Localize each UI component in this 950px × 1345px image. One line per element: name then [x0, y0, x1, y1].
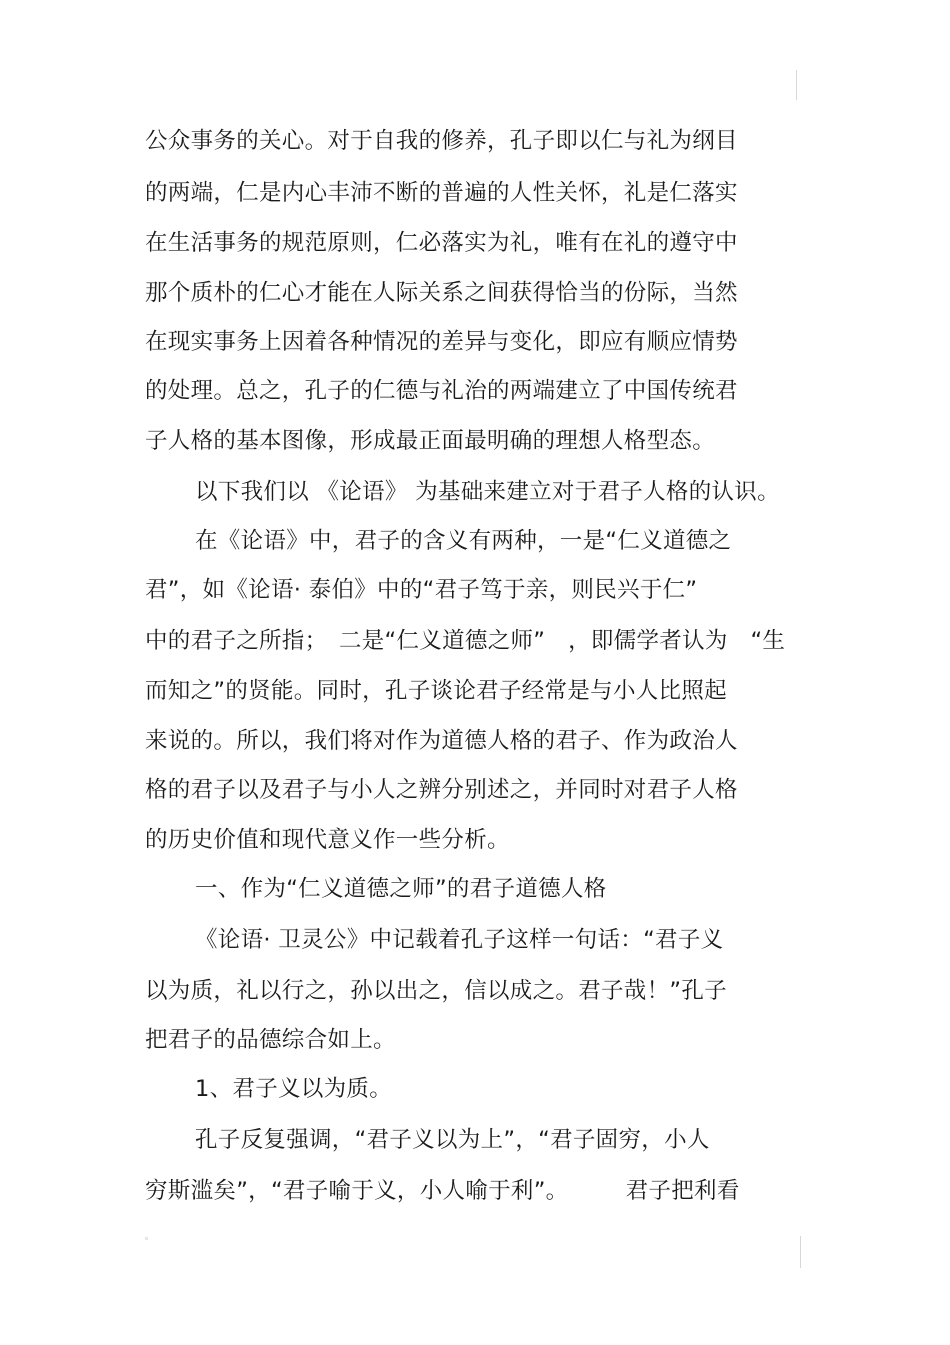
text-line-13: 来说的。所以，我们将对作为道德人格的君子、作为政治人 — [145, 728, 738, 754]
text-line-6: 的处理。总之，孔子的仁德与礼治的两端建立了中国传统君 — [145, 378, 738, 404]
subsection-heading-1: 1、君子义以为质。 — [195, 1076, 393, 1102]
text-line-2: 的两端，仁是内心丰沛不断的普遍的人性关怀，礼是仁落实 — [145, 180, 738, 206]
page-corner-mark — [145, 1237, 148, 1240]
text-line-11: 中的君子之所指； 二是“仁义道德之师” ，即儒学者认为 “生 — [145, 628, 786, 654]
paragraph-line-8: 以下我们以 《论语》 为基础来建立对于君子人格的认识。 — [195, 479, 780, 505]
text-line-10: 君”，如《论语· 泰伯》中的“君子笃于亲，则民兴于仁” — [145, 577, 698, 603]
page-margin-mark-top — [796, 70, 797, 100]
text-line-4: 那个质朴的仁心才能在人际关系之间获得恰当的份际，当然 — [145, 280, 738, 306]
text-line-7: 子人格的基本图像，形成最正面最明确的理想人格型态。 — [145, 428, 716, 454]
paragraph-line-9: 在《论语》中，君子的含义有两种，一是“仁义道德之 — [195, 528, 732, 554]
text-line-3: 在生活事务的规范原则，仁必落实为礼，唯有在礼的遵守中 — [145, 230, 738, 256]
text-line-18: 以为质，礼以行之，孙以出之，信以成之。君子哉！”孔子 — [145, 978, 727, 1004]
text-line-15: 的历史价值和现代意义作一些分析。 — [145, 827, 510, 853]
text-line-5: 在现实事务上因着各种情况的差异与变化，即应有顺应情势 — [145, 329, 738, 355]
page-margin-mark-bottom — [800, 1236, 801, 1268]
text-line-19: 把君子的品德综合如上。 — [145, 1027, 396, 1053]
text-line-14: 格的君子以及君子与小人之辨分别述之，并同时对君子人格 — [145, 777, 738, 803]
paragraph-line-17: 《论语· 卫灵公》中记载着孔子这样一句话：“君子义 — [195, 927, 724, 953]
text-line-22: 穷斯滥矣”，“君子喻于义，小人喻于利”。 君子把利看 — [145, 1178, 740, 1204]
text-line-1: 公众事务的关心。对于自我的修养，孔子即以仁与礼为纲目 — [145, 128, 738, 154]
paragraph-line-21: 孔子反复强调，“君子义以为上”，“君子固穷，小人 — [195, 1127, 710, 1153]
section-heading-1: 一、作为“仁义道德之师”的君子道德人格 — [195, 876, 607, 902]
text-line-12: 而知之”的贤能。同时，孔子谈论君子经常是与小人比照起 — [145, 678, 727, 704]
